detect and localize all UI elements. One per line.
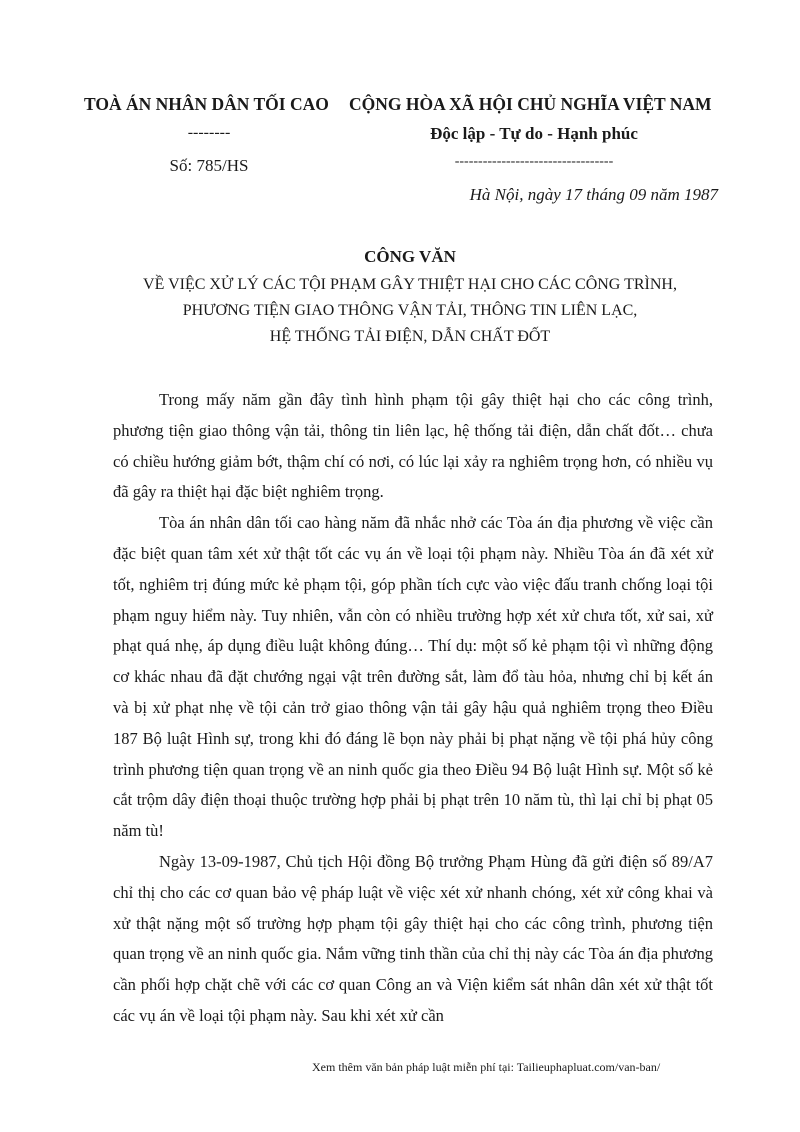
footer-link-text: Xem thêm văn bản pháp luật miễn phí tại: Tailieuphapluat.com/van-ban/ (312, 1060, 661, 1074)
body-paragraph: Tòa án nhân dân tối cao hàng năm đã nhắc nhở các Tòa án địa phương về việc cần đặc biệt quan tâm xét xử thật tốt các vụ án về loại tội phạm này. Nhiều Tòa án đã xét xử tốt, nghiêm trị đúng mức kẻ phạm tội, góp phần tích cực vào việc đấu tranh chống loại tội phạm nguy hiểm này. Tuy nhiên, vẫn còn có nhiều trường hợp xét xử chưa tốt, xử sai, xử phạt quá nhẹ, áp dụng điều luật không đúng… Thí dụ: một số kẻ phạm tội vì những động cơ khác nhau đã đặt chướng ngại vật trên đường sắt, làm đổ tàu hỏa, nhưng chỉ bị kết án và bị xử phạt nhẹ về tội cản trở giao thông vận tải gây hậu quả nghiêm trọng theo Điều 187 Bộ luật Hình sự, trong khi đó đáng lẽ bọn này phải bị phạt nặng về tội phá hủy công trình phương tiện quan trọng về an ninh quốc gia theo Điều 94 Bộ luật Hình sự. Một số kẻ cắt trộm dây điện thoại thuộc trường hợp phải bị phạt trên 10 năm tù, thì lại chỉ bị phạt 05 năm tù! (113, 513, 713, 841)
court-divider: -------- (187, 124, 231, 141)
doc-number: Số: 785/HS (169, 156, 249, 175)
subtitle-line: HỆ THỐNG TẢI ĐIỆN, DẪN CHẤT ĐỐT (269, 328, 551, 345)
issue-date: Hà Nội, ngày 17 tháng 09 năm 1987 (469, 185, 718, 204)
republic-title: CỘNG HÒA XÃ HỘI CHỦ NGHĨA VIỆT NAM (349, 94, 712, 114)
body-paragraph: Ngày 13-09-1987, Chủ tịch Hội đồng Bộ trưởng Phạm Hùng đã gửi điện số 89/A7 chỉ thị cho các cơ quan bảo vệ pháp luật về việc xét xử nhanh chóng, xét xử công khai và xử thật nặng một số trường hợp phạm tội gây thiệt hại cho các công trình, phương tiện quan trọng về an ninh quốc gia. Nắm vững tinh thần của chỉ thị này các Tòa án địa phương cần phối hợp chặt chẽ với các cơ quan Công an và Viện kiểm sát nhân dân xét xử thật tốt các vụ án về loại tội phạm này. Sau khi xét xử cần (113, 851, 713, 1025)
body-paragraph: Trong mấy năm gần đây tình hình phạm tội gây thiệt hại cho các công trình, phương tiện giao thông vận tải, thông tin liên lạc, hệ thống tải điện, dẫn chất đốt… chưa có chiều hướng giảm bớt, thậm chí có nơi, có lúc lại xảy ra nghiêm trọng hơn, có nhiều vụ đã gây ra thiệt hại đặc biệt nghiêm trọng. (113, 390, 713, 502)
document-subtitle (90, 272, 730, 350)
national-motto: Độc lập - Tự do - Hạnh phúc (430, 124, 638, 143)
subtitle-line: VỀ VIỆC XỬ LÝ CÁC TỘI PHẠM GÂY THIỆT HẠI CHO CÁC CÔNG TRÌNH, (143, 276, 677, 293)
court-name: TOÀ ÁN NHÂN DÂN TỐI CAO (84, 94, 329, 114)
subtitle-line: PHƯƠNG TIỆN GIAO THÔNG VẬN TẢI, THÔNG TIN LIÊN LẠC, (182, 302, 638, 319)
document-body (113, 385, 713, 1032)
document-title: CÔNG VĂN (364, 247, 456, 266)
motto-divider: ---------------------------------- (454, 154, 614, 169)
